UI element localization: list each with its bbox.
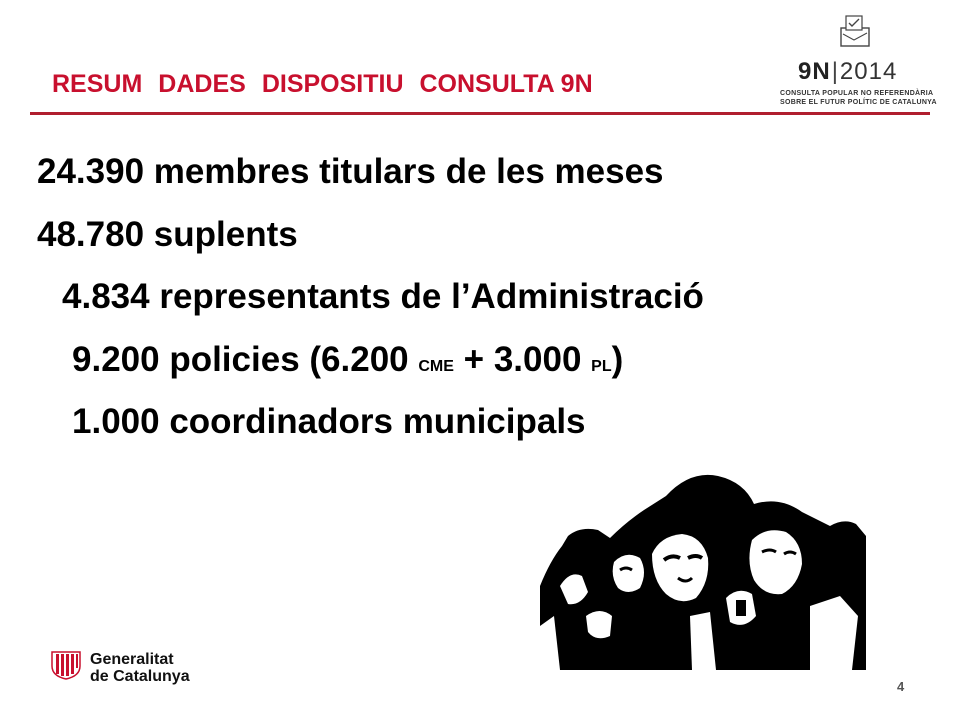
logo-brand-left: 9N: [798, 58, 831, 85]
figure-number: 1.000: [72, 402, 160, 441]
figure-number: 4.834: [62, 277, 150, 316]
figure-item: [37, 152, 664, 192]
figure-number: 24.390: [37, 152, 145, 191]
logo-subtitle-line2: SOBRE EL FUTUR POLÍTIC DE CATALUNYA: [780, 99, 937, 106]
consulta-9n-logo: [778, 14, 937, 110]
ballot-box-icon: [838, 14, 874, 54]
title-word: DISPOSITIU: [261, 70, 404, 98]
figure-number: 9.200: [72, 340, 160, 379]
figure-number: 48.780: [37, 215, 145, 254]
logo-brand-separator: |: [831, 58, 839, 85]
page-number: 4: [897, 679, 905, 694]
figure-close: ): [611, 340, 624, 379]
people-photo: [540, 466, 866, 670]
figure-label: coordinadors municipals: [169, 402, 586, 441]
title-word: CONSULTA 9N: [419, 70, 593, 98]
generalitat-name-line2: de Catalunya: [90, 668, 190, 685]
figure-label: representants de l’Administració: [159, 277, 704, 316]
figure-label: policies (6.200: [169, 340, 409, 379]
figure-label: suplents: [153, 215, 298, 254]
logo-brand: [798, 58, 897, 86]
title-word: RESUM: [52, 70, 143, 98]
figure-unit-cme: CME: [418, 358, 454, 375]
figure-item: [72, 340, 623, 387]
logo-brand-year: 2014: [839, 58, 898, 85]
figure-item: [37, 215, 298, 255]
logo-subtitle-line1: CONSULTA POPULAR NO REFERENDÀRIA: [780, 90, 934, 97]
slide-title: [52, 70, 609, 99]
generalitat-logo: [50, 649, 200, 689]
title-word: DADES: [158, 70, 246, 98]
figure-label: membres titulars de les meses: [153, 152, 664, 191]
senyera-emblem-icon: [50, 650, 82, 680]
figure-item: [72, 402, 586, 442]
figure-plus: + 3.000: [463, 340, 582, 379]
generalitat-name: [90, 651, 190, 685]
title-divider: [30, 112, 930, 115]
figure-unit-pl: PL: [591, 358, 612, 375]
generalitat-name-line1: Generalitat: [90, 651, 174, 668]
figure-item: [62, 277, 704, 317]
